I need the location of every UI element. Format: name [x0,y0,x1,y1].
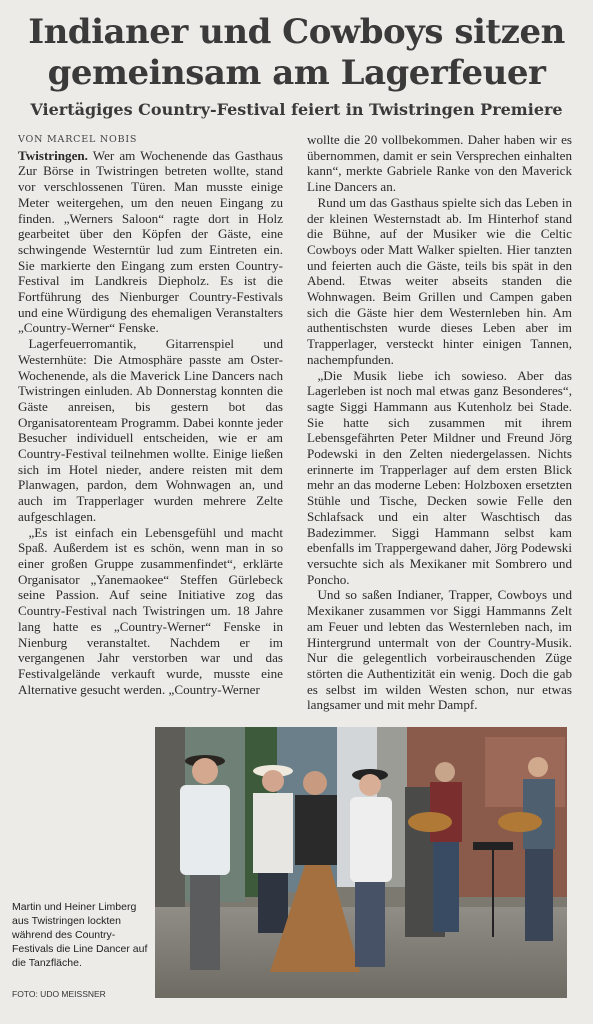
article-photo [155,727,567,998]
article-byline: VON MARCEL NOBIS [18,134,138,145]
article-dateline: Twistringen. [18,147,88,163]
article-paragraph: Und so saßen Indianer, Trapper, Cowboys und Mexikaner zusammen vor Siggi Hammanns Zelt am Feuer und lebten das Westernleben nach, im Hintergrund untermalt von der Country-Musik. Nur die gelegentlich vorbeirauschenden Züge störten die Authentizität ein wenig. Doch die gab es selbst im wilden Westen schon, nur etwas langsamer und mit mehr Dampf. [307,587,572,713]
article-paragraph: Rund um das Gasthaus spielte sich das Leben in der kleinen Westernstadt ab. Im Hinterhof stand die Bühne, auf der Musiker wie die Celtic Cowboys oder Matt Walker spielten. Hier tanzten und feierten auch die Gäste, teils bis spät in den Abend. Etwas weiter abseits standen die Wohnwagen. Beim Grillen und Campen gaben sich die Gäste hier dem Westernleben hin. Am authentischsten wurde dieses Leben aber im Trapperlager, versteckt hinter einigen Tannen, nachempfunden. [307,194,572,367]
headline-line-1: Indianer und Cowboys sitzen [28,12,565,52]
article-paragraph: Twistringen. Wer am Wochenende das Gasthaus Zur Börse in Twistringen betreten wollte, stand vor verschlossenen Türen. Man musste einige Meter weitergehen, um den neuen Eingang zu finden. „Werners Saloon“ ragte dort in Holz gearbeitet über den Köpfen der Gäste, eine schwingende Westerntür lud zum Eintreten ein. Sie markierte den Eingang zum ersten Country-Festival im Landkreis Diepholz. Es ist die Fortführung des Nienburger Country-Festivals und eine Würdigung des ehemaligen Veranstalters „Country-Werner“ Fenske. [18,147,283,336]
photo-caption: Martin und Heiner Limberg aus Twistringen lockten während des Country-Festivals die Line Dancer auf die Tanzfläche. [12,901,148,969]
article-paragraph: „Es ist einfach ein Lebensgefühl und macht Spaß. Außerdem ist es schön, wenn man in so einer großen Gruppe zusammenfindet“, erklärte Organisator „Yanemaokee“ Steffen Gürlebeck seine Passion. Auf seine Initiative zog das Country-Festival nach Twistringen um. 18 Jahre lang hatte es „Country-Werner“ Fenske in Nienburg veranstaltet. Nachdem er im vergangenen Jahr verstorben war und das Festivalgelände verkauft wurde, musste eine Alternative gesucht werden. „Country-Werner [18,524,283,697]
line-dance-photo [155,727,567,998]
article-headline [0,12,593,94]
photo-credit: FOTO: UDO MEISSNER [12,989,106,999]
headline-line-2: gemeinsam am Lagerfeuer [47,53,546,93]
article-column-right [307,132,572,713]
article-paragraph: wollte die 20 vollbekommen. Daher haben wir es übernommen, damit er sein Versprechen einhalten kann“, merkte Gabriele Ranke von den Maverick Line Dancers an. [307,132,572,195]
article-column-left [18,132,283,697]
article-subhead: Viertägiges Country-Festival feiert in Twistringen Premiere [30,100,563,119]
article-paragraph: „Die Musik liebe ich sowieso. Aber das Lagerleben ist noch mal etwas ganz Besonderes“, sagte Siggi Hammann aus Kutenholz bei Stade. Sie hatte sich zusammen mit ihrem Lebensgefährten Peter Mildner und Freund Jörg Podewski in den Zelten niedergelassen. Nichts erinnerte im Trapperlager auf dem ersten Blick mehr an das moderne Leben: Holzboxen ersetzten Stühle und Tische, Decken sowie Felle den Schlafsack und ein alter Waschtisch das Badezimmer. Siggi Hammann selbst kam ebenfalls im Trappergewand daher, Jörg Podewski versuchte sich als Mexikaner mit Sombrero und Poncho. [307,367,572,587]
article-paragraph: Lagerfeuerromantik, Gitarrenspiel und Westernhüte: Die Atmosphäre passte am Oster-Wochenende, als die Maverick Line Dancers nach Twistringen einluden. Ab Donnerstag konnten die Gäste anreisen, bis gestern bot das Organisatorenteam Programm. Dabei konnte jeder Besucher individuell entscheiden, wie er am Country-Festival teilnehmen wollte. Einige ließen sich im Hotel nieder, andere reisten mit dem Planwagen, pardon, dem Wohnwagen an, und auch im Trapperlager wurden mehrere Zelte aufgeschlagen. [18,336,283,524]
